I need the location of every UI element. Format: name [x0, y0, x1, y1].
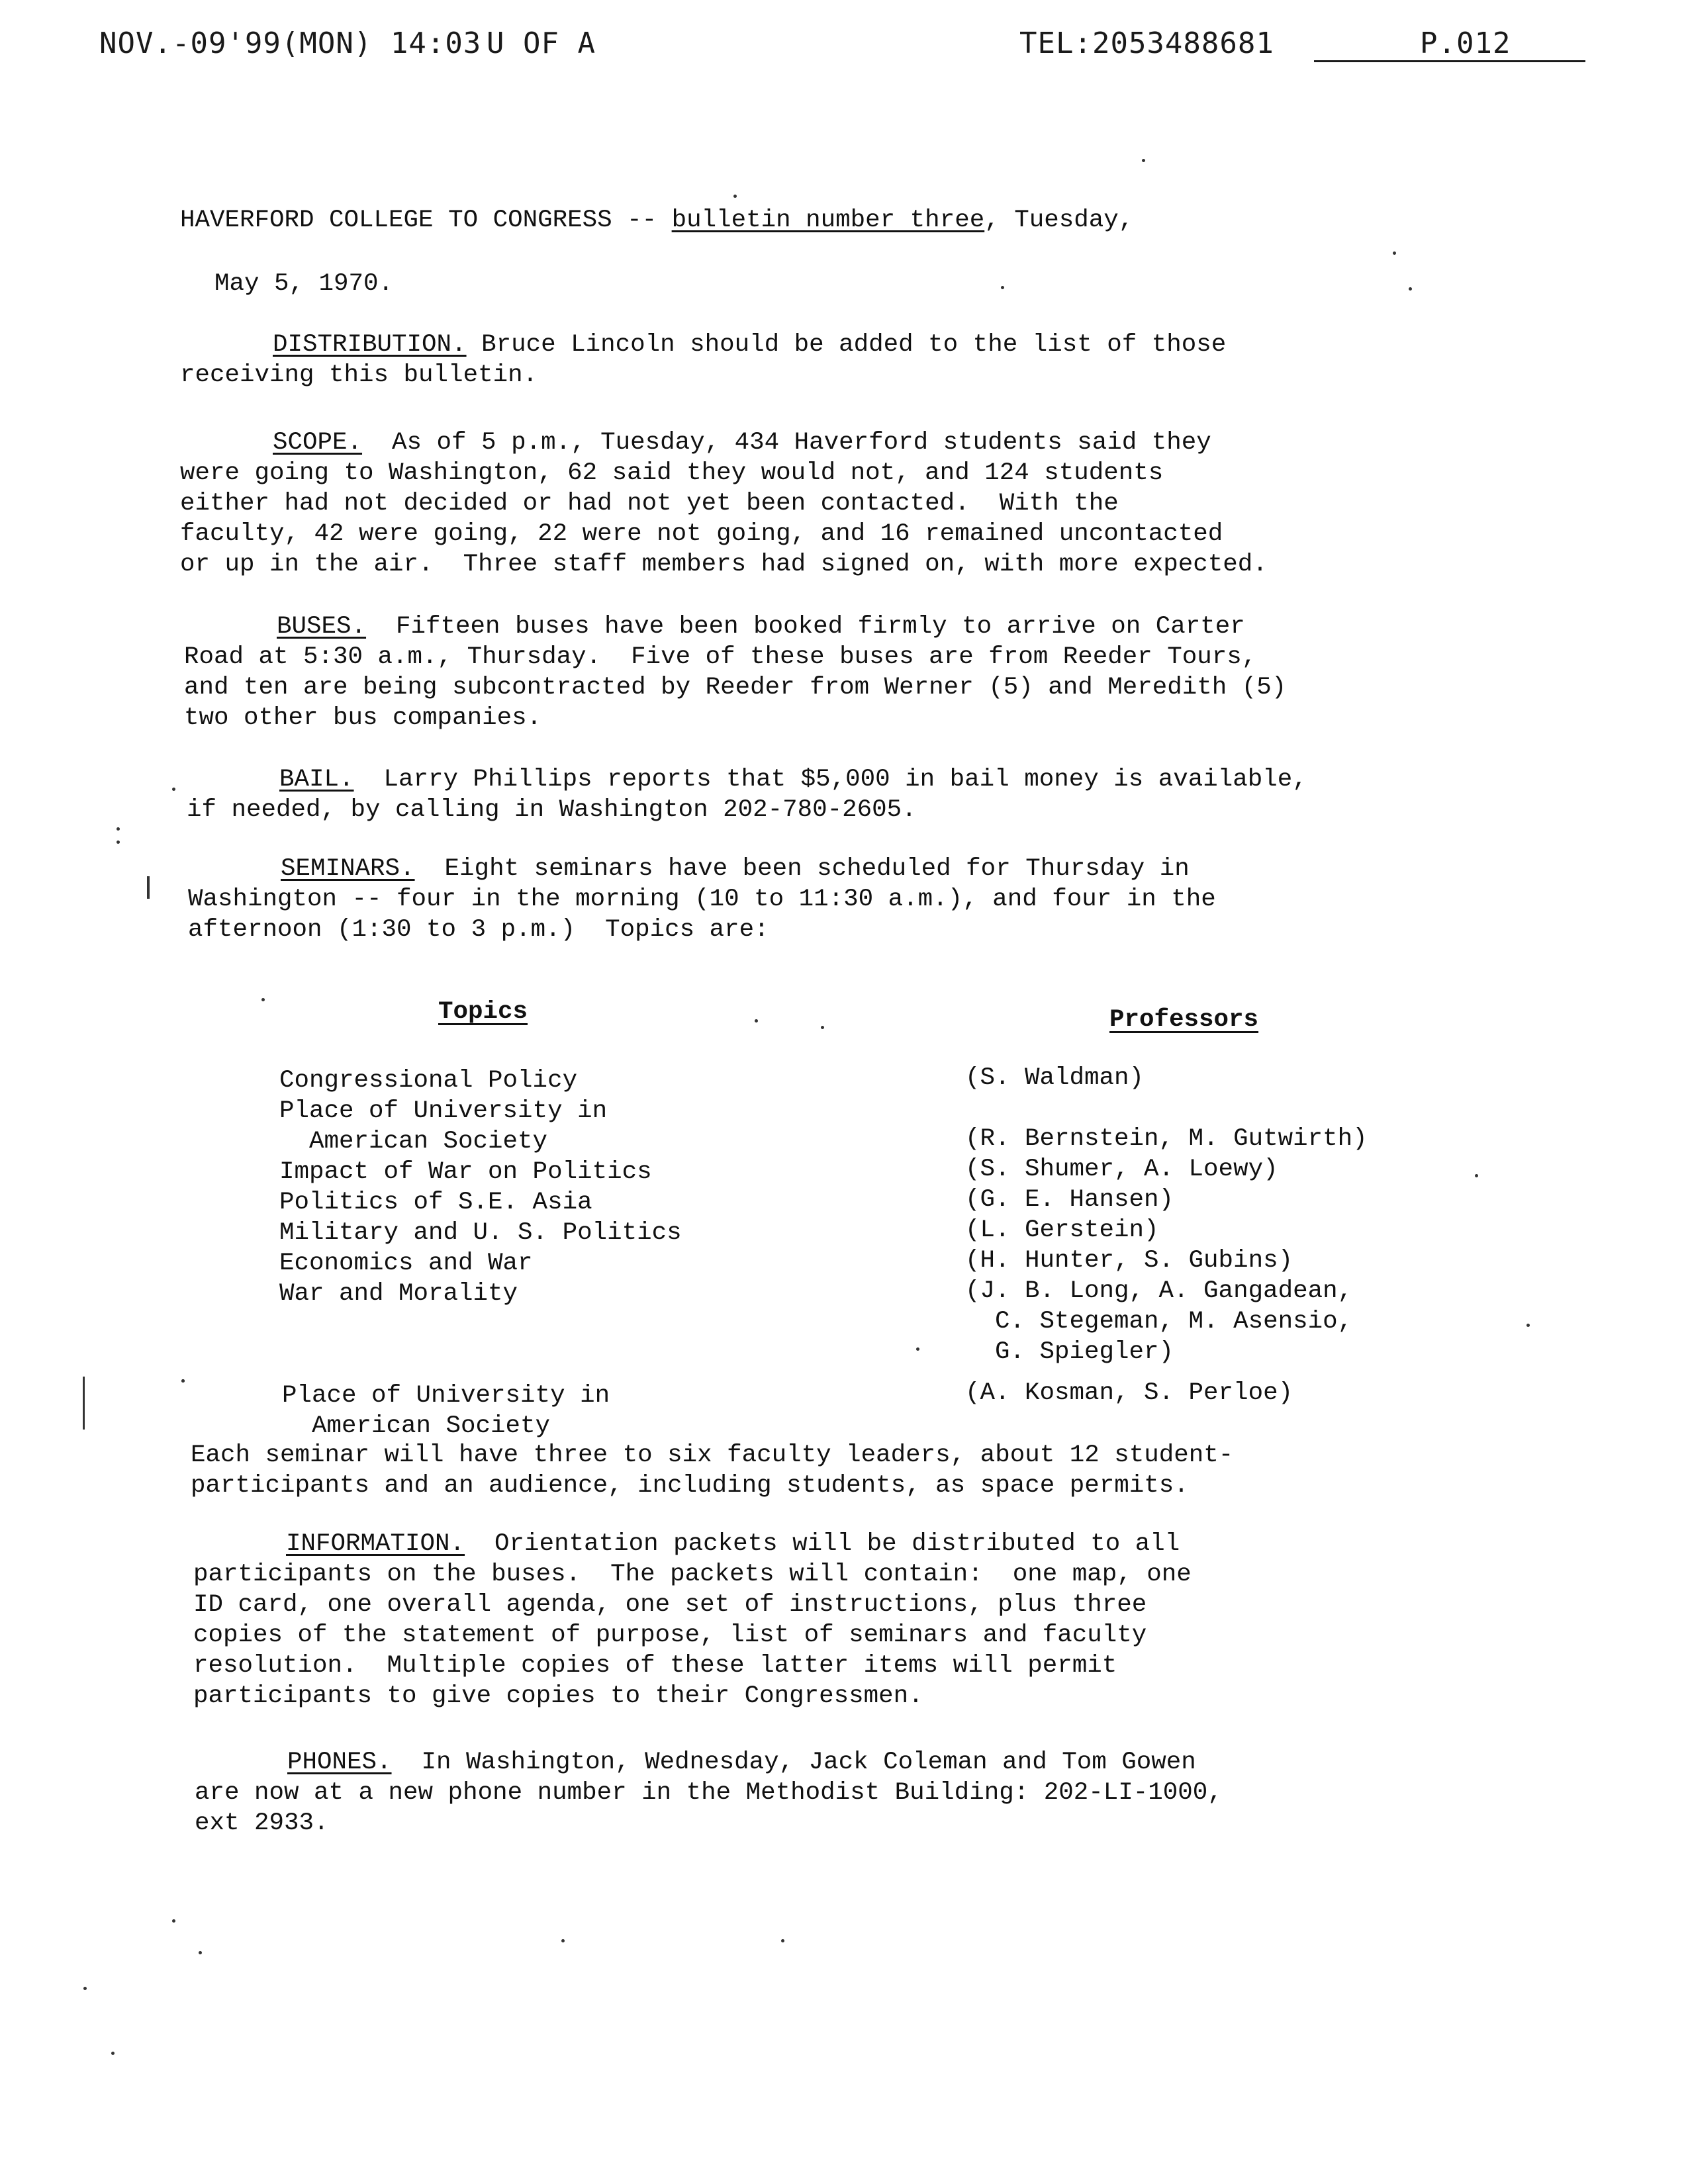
table-row-topic: War and Morality — [279, 1280, 518, 1308]
section-line: ID card, one overall agenda, one set of instructions, plus three — [193, 1591, 1147, 1619]
section-information — [193, 1529, 1192, 1711]
table-row-topic: Place of University in — [282, 1382, 610, 1410]
section-phones — [195, 1747, 1223, 1839]
heading-underlined: bulletin number three — [671, 206, 985, 234]
section-line: faculty, 42 were going, 22 were not going, and 16 remained uncontacted — [180, 520, 1223, 548]
table-row-professors: (G. E. Hansen) — [965, 1186, 1174, 1214]
fax-tel: TEL:2053488681 — [1019, 26, 1274, 60]
fax-sender: U OF A — [487, 26, 596, 60]
scan-speck — [821, 1026, 824, 1029]
table-row-professors: (L. Gerstein) — [965, 1216, 1159, 1244]
section-line: if needed, by calling in Washington 202-780-2605. — [187, 796, 917, 824]
scan-mark — [147, 876, 150, 899]
fax-page-number: P.012 — [1314, 26, 1585, 62]
section-line: afternoon (1:30 to 3 p.m.) Topics are: — [188, 916, 769, 944]
table-row-professors: (J. B. Long, A. Gangadean, — [965, 1277, 1353, 1305]
section-label: SEMINARS. — [281, 855, 415, 883]
scan-speck — [781, 1939, 784, 1942]
table-row-professors: (A. Kosman, S. Perloe) — [965, 1379, 1293, 1407]
table-row-professors-cont: G. Spiegler) — [965, 1338, 1174, 1366]
scan-speck — [1393, 251, 1396, 255]
section-line: were going to Washington, 62 said they would not, and 124 students — [180, 459, 1164, 487]
scan-speck — [181, 1379, 185, 1383]
section-line: In Washington, Wednesday, Jack Coleman and Tom Gowen — [391, 1749, 1196, 1776]
scan-speck — [261, 998, 265, 1001]
section-line: ext 2933. — [195, 1809, 329, 1837]
section-label: BAIL. — [279, 766, 354, 794]
scan-speck — [1001, 286, 1004, 289]
table-row-topic: Impact of War on Politics — [279, 1158, 652, 1186]
professors-header: Professors — [1109, 1006, 1259, 1034]
section-buses — [184, 612, 1286, 733]
table-row-professors-cont: C. Stegeman, M. Asensio, — [965, 1308, 1353, 1336]
section-line: Bruce Lincoln should be added to the list of those — [466, 331, 1227, 359]
heading-text: HAVERFORD COLLEGE TO CONGRESS -- — [180, 206, 672, 234]
section-label: INFORMATION. — [286, 1530, 465, 1558]
section-line: Fifteen buses have been booked firmly to arrive on Carter — [366, 613, 1245, 641]
bulletin-date — [214, 269, 393, 299]
scan-speck — [916, 1347, 919, 1351]
section-label: DISTRIBUTION. — [273, 331, 467, 359]
section-line: or up in the air. Three staff members had signed on, with more expected. — [180, 551, 1268, 578]
scan-speck — [755, 1019, 758, 1023]
note-line: participants and an audience, including students, as space permits. — [191, 1472, 1189, 1500]
section-label: SCOPE. — [273, 429, 363, 457]
scan-speck — [111, 2052, 115, 2055]
table-row-topic: Military and U. S. Politics — [279, 1219, 682, 1247]
section-line: and ten are being subcontracted by Reeder from Werner (5) and Meredith (5) — [184, 674, 1287, 702]
table-row-topic: Place of University in — [279, 1097, 608, 1125]
section-line: Eight seminars have been scheduled for Thursday in — [414, 855, 1190, 883]
section-line: participants on the buses. The packets will contain: one map, one — [193, 1561, 1192, 1588]
table-row-topic: Economics and War — [279, 1250, 533, 1277]
table-row-professors: (H. Hunter, S. Gubins) — [965, 1247, 1293, 1275]
section-bail — [187, 764, 1307, 825]
table-row-topic-cont: American Society — [282, 1412, 551, 1440]
section-line: receiving this bulletin. — [180, 361, 538, 389]
section-distribution — [180, 330, 1226, 390]
scan-speck — [117, 827, 120, 831]
scan-mark — [83, 1377, 85, 1430]
topics-header: Topics — [438, 998, 528, 1026]
section-label: PHONES. — [287, 1749, 392, 1776]
section-scope — [180, 428, 1268, 580]
section-line: participants to give copies to their Congressmen. — [193, 1682, 923, 1710]
section-line: copies of the statement of purpose, list of seminars and faculty — [193, 1621, 1147, 1649]
section-line: Road at 5:30 a.m., Thursday. Five of these buses are from Reeder Tours, — [184, 643, 1257, 671]
scan-speck — [1526, 1324, 1530, 1327]
section-line: are now at a new phone number in the Methodist Building: 202-LI-1000, — [195, 1779, 1223, 1807]
table-row-professors: (S. Waldman) — [965, 1064, 1145, 1092]
note-line: Each seminar will have three to six faculty leaders, about 12 student- — [191, 1441, 1234, 1469]
section-line: Washington -- four in the morning (10 to 11:30 a.m.), and four in the — [188, 886, 1216, 913]
scan-speck — [1142, 159, 1145, 162]
scan-speck — [117, 841, 120, 844]
section-line: either had not decided or had not yet been contacted. With the — [180, 490, 1119, 518]
scan-speck — [561, 1939, 565, 1942]
scan-speck — [172, 788, 175, 791]
fax-date-time: NOV.-09'99(MON) 14:03 — [99, 26, 482, 60]
table-row-professors: (S. Shumer, A. Loewy) — [965, 1156, 1278, 1183]
section-line: Orientation packets will be distributed to all — [465, 1530, 1180, 1558]
heading-day: , Tuesday, — [984, 206, 1134, 234]
scan-speck — [1409, 287, 1412, 291]
table-row-topic-cont: American Society — [279, 1128, 548, 1156]
section-line: two other bus companies. — [184, 704, 542, 732]
table-row-topic: Politics of S.E. Asia — [279, 1189, 592, 1216]
section-seminars — [188, 854, 1216, 945]
date-text: May 5, 1970. — [214, 270, 394, 298]
table-row-professors: (R. Bernstein, M. Gutwirth) — [965, 1125, 1368, 1153]
section-line: resolution. Multiple copies of these latter items will permit — [193, 1652, 1117, 1680]
bulletin-heading — [180, 205, 1133, 236]
seminar-note — [191, 1440, 1233, 1501]
scan-speck — [199, 1951, 202, 1954]
section-line: As of 5 p.m., Tuesday, 434 Haverford students said they — [362, 429, 1211, 457]
scan-speck — [83, 1987, 87, 1990]
section-label: BUSES. — [277, 613, 367, 641]
section-line: Larry Phillips reports that $5,000 in bail money is available, — [353, 766, 1307, 794]
scan-speck — [172, 1919, 175, 1923]
table-row-topic: Congressional Policy — [279, 1067, 578, 1095]
scan-speck — [733, 195, 737, 198]
scan-speck — [1475, 1174, 1478, 1177]
